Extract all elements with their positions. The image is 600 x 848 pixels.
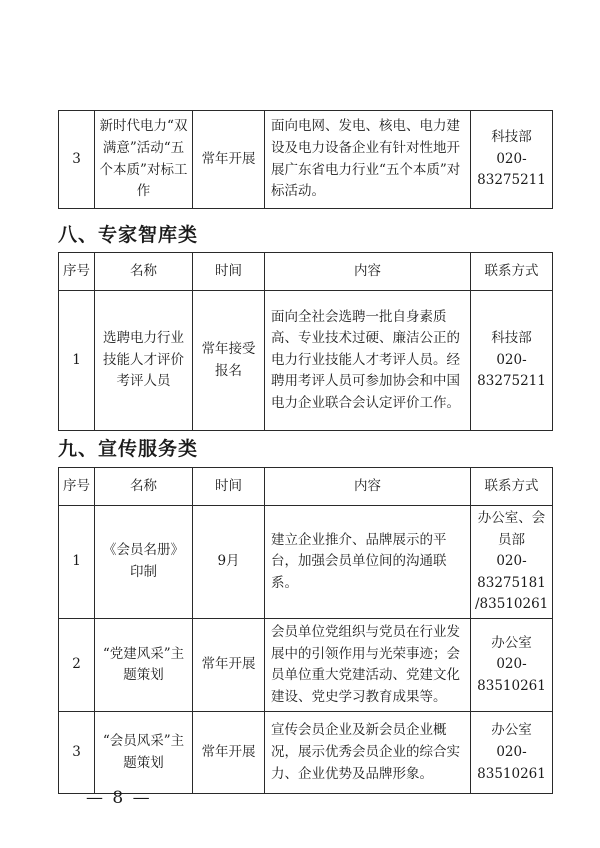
header-time: 时间 (193, 468, 265, 506)
item-name: 《会员名册》印制 (95, 506, 193, 619)
item-content: 建立企业推介、品牌展示的平台，加强会员单位间的沟通联系。 (265, 506, 471, 619)
item-content: 面向电网、发电、核电、电力建设及电力设备企业有针对性地开展广东省电力行业“五个本质”对标活动。 (265, 111, 471, 209)
table-row (59, 506, 553, 619)
item-time: 常年开展 (193, 111, 265, 209)
item-time: 常年开展 (193, 618, 265, 711)
item-name: 新时代电力“双满意”活动“五个本质”对标工作 (95, 111, 193, 209)
table-row (59, 618, 553, 711)
item-contact: 办公室 020-83510261 (471, 618, 553, 711)
expert-think-tank-table (58, 252, 553, 431)
header-no: 序号 (59, 468, 95, 506)
item-content: 会员单位党组织与党员在行业发展中的引领作用与光荣事迹；会员单位重大党建活动、党建文化建设、党史学习教育成果等。 (265, 618, 471, 711)
row-number: 1 (59, 506, 95, 619)
item-time: 常年开展 (193, 712, 265, 794)
item-name: “党建风采”主题策划 (95, 618, 193, 711)
header-content: 内容 (265, 253, 471, 291)
header-name: 名称 (95, 253, 193, 291)
header-time: 时间 (193, 253, 265, 291)
item-content: 面向全社会选聘一批自身素质高、专业技术过硬、廉洁公正的电力行业技能人才考评人员。经聘用考评人员可参加协会和中国电力企业联合会认定评价工作。 (265, 291, 471, 431)
header-content: 内容 (265, 468, 471, 506)
header-contact: 联系方式 (471, 468, 553, 506)
table-row (59, 712, 553, 794)
table-header-row (59, 468, 553, 506)
section-heading-expert-think-tank: 八、专家智库类 (58, 224, 199, 246)
table-header-row (59, 253, 553, 291)
row-number: 3 (59, 712, 95, 794)
item-time: 常年接受报名 (193, 291, 265, 431)
item-content: 宣传会员企业及新会员企业概况，展示优秀会员企业的综合实力、企业优势及品牌形象。 (265, 712, 471, 794)
item-name: 选聘电力行业技能人才评价考评人员 (95, 291, 193, 431)
item-contact: 办公室 020-83510261 (471, 712, 553, 794)
item-time: 9月 (193, 506, 265, 619)
item-name: “会员风采”主题策划 (95, 712, 193, 794)
continued-table (58, 110, 553, 209)
table-row (59, 291, 553, 431)
row-number: 3 (59, 111, 95, 209)
header-name: 名称 (95, 468, 193, 506)
item-contact: 科技部 020-83275211 (471, 291, 553, 431)
header-no: 序号 (59, 253, 95, 291)
table-row (59, 111, 553, 209)
page-number: — 8 — (86, 788, 152, 808)
item-contact: 科技部 020-83275211 (471, 111, 553, 209)
row-number: 2 (59, 618, 95, 711)
item-contact: 办公室、会员部 020-83275181 /83510261 (471, 506, 553, 619)
publicity-services-table (58, 467, 553, 794)
row-number: 1 (59, 291, 95, 431)
header-contact: 联系方式 (471, 253, 553, 291)
section-heading-publicity-services: 九、宣传服务类 (58, 438, 199, 460)
